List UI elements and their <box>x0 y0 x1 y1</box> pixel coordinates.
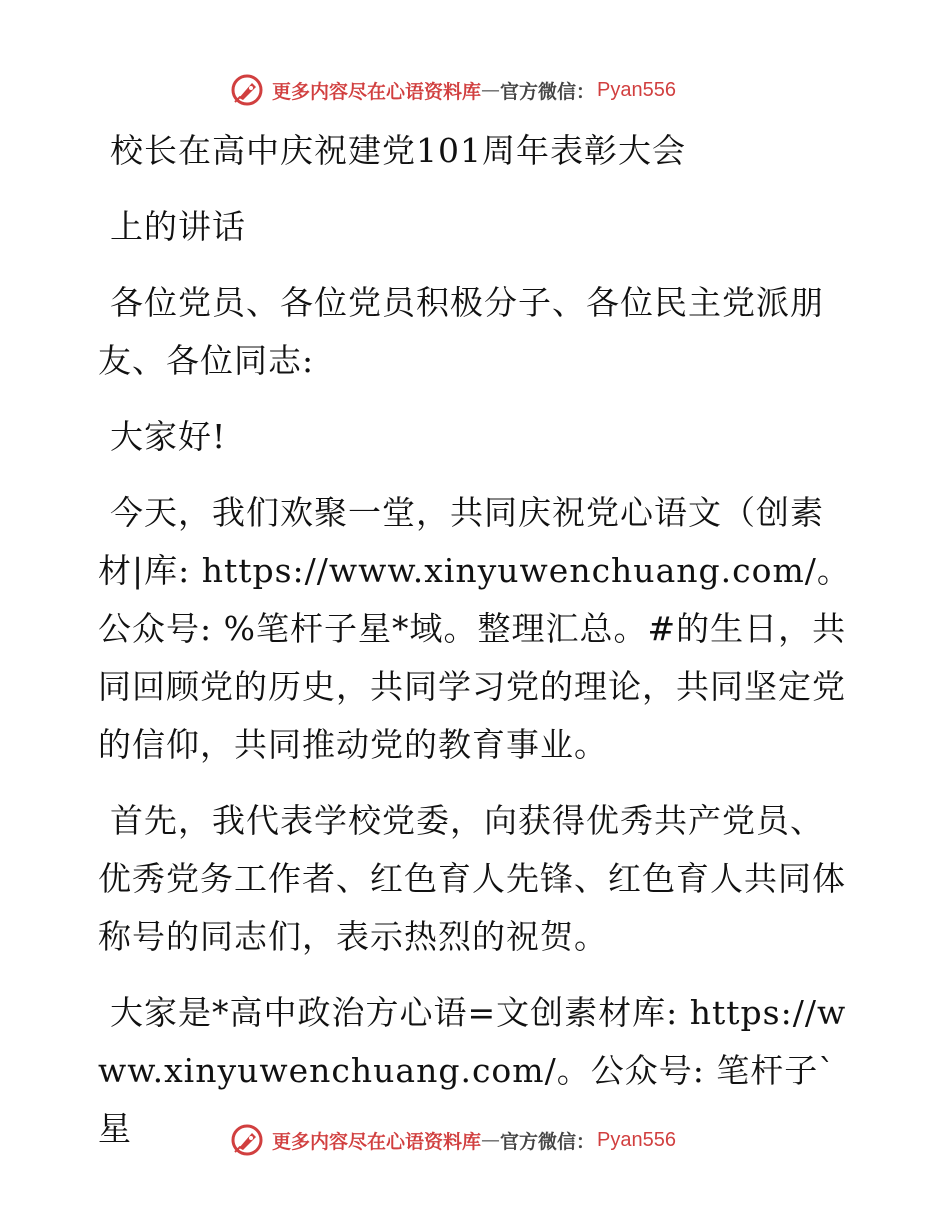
watermark-official-label: 官方微信： <box>500 80 596 103</box>
document-body <box>98 122 854 1176</box>
document-title-line-1: 校长在高中庆祝建党101周年表彰大会 <box>110 131 686 170</box>
watermark-official-label: 官方微信： <box>500 1130 596 1153</box>
paragraph-greeting: 大家好! <box>110 417 227 456</box>
footer-watermark <box>230 1120 710 1160</box>
header-watermark <box>230 70 710 110</box>
paragraph-celebration: 今天，我们欢聚一堂，共同庆祝党心语文（创素材|库: https://www.xinyuwenchuang.com/。公众号: %笔杆子星*域。整理汇总。#的生日，共同回顾党的历史，共同学习党的理论，共同坚定党的信仰，共同推动党的教育事业。 <box>98 493 851 764</box>
pen-nib-logo-icon <box>230 1123 264 1157</box>
watermark-dash: — <box>481 79 501 101</box>
paragraph-congratulations: 首先，我代表学校党委，向获得优秀共产党员、优秀党务工作者、红色育人先锋、红色育人共同体称号的同志们，表示热烈的祝贺。 <box>98 801 846 956</box>
watermark-main-text: 更多内容尽在心语资料库 <box>272 80 482 103</box>
watermark-text <box>272 77 676 104</box>
paragraph-everyone-is: 大家是*高中政治方心语=文创素材库: https://www.xinyuwenchuang.com/。公众号: 笔杆子`星 <box>98 993 847 1148</box>
watermark-dash: — <box>481 1129 501 1151</box>
watermark-text <box>272 1127 676 1154</box>
document-title-line-2: 上的讲话 <box>110 207 246 246</box>
watermark-wechat-id: Pyan556 <box>597 1128 676 1151</box>
pen-nib-logo-icon <box>230 73 264 107</box>
watermark-wechat-id: Pyan556 <box>597 78 676 101</box>
watermark-main-text: 更多内容尽在心语资料库 <box>272 1130 482 1153</box>
paragraph-salutation: 各位党员、各位党员积极分子、各位民主党派朋友、各位同志: <box>98 283 824 380</box>
